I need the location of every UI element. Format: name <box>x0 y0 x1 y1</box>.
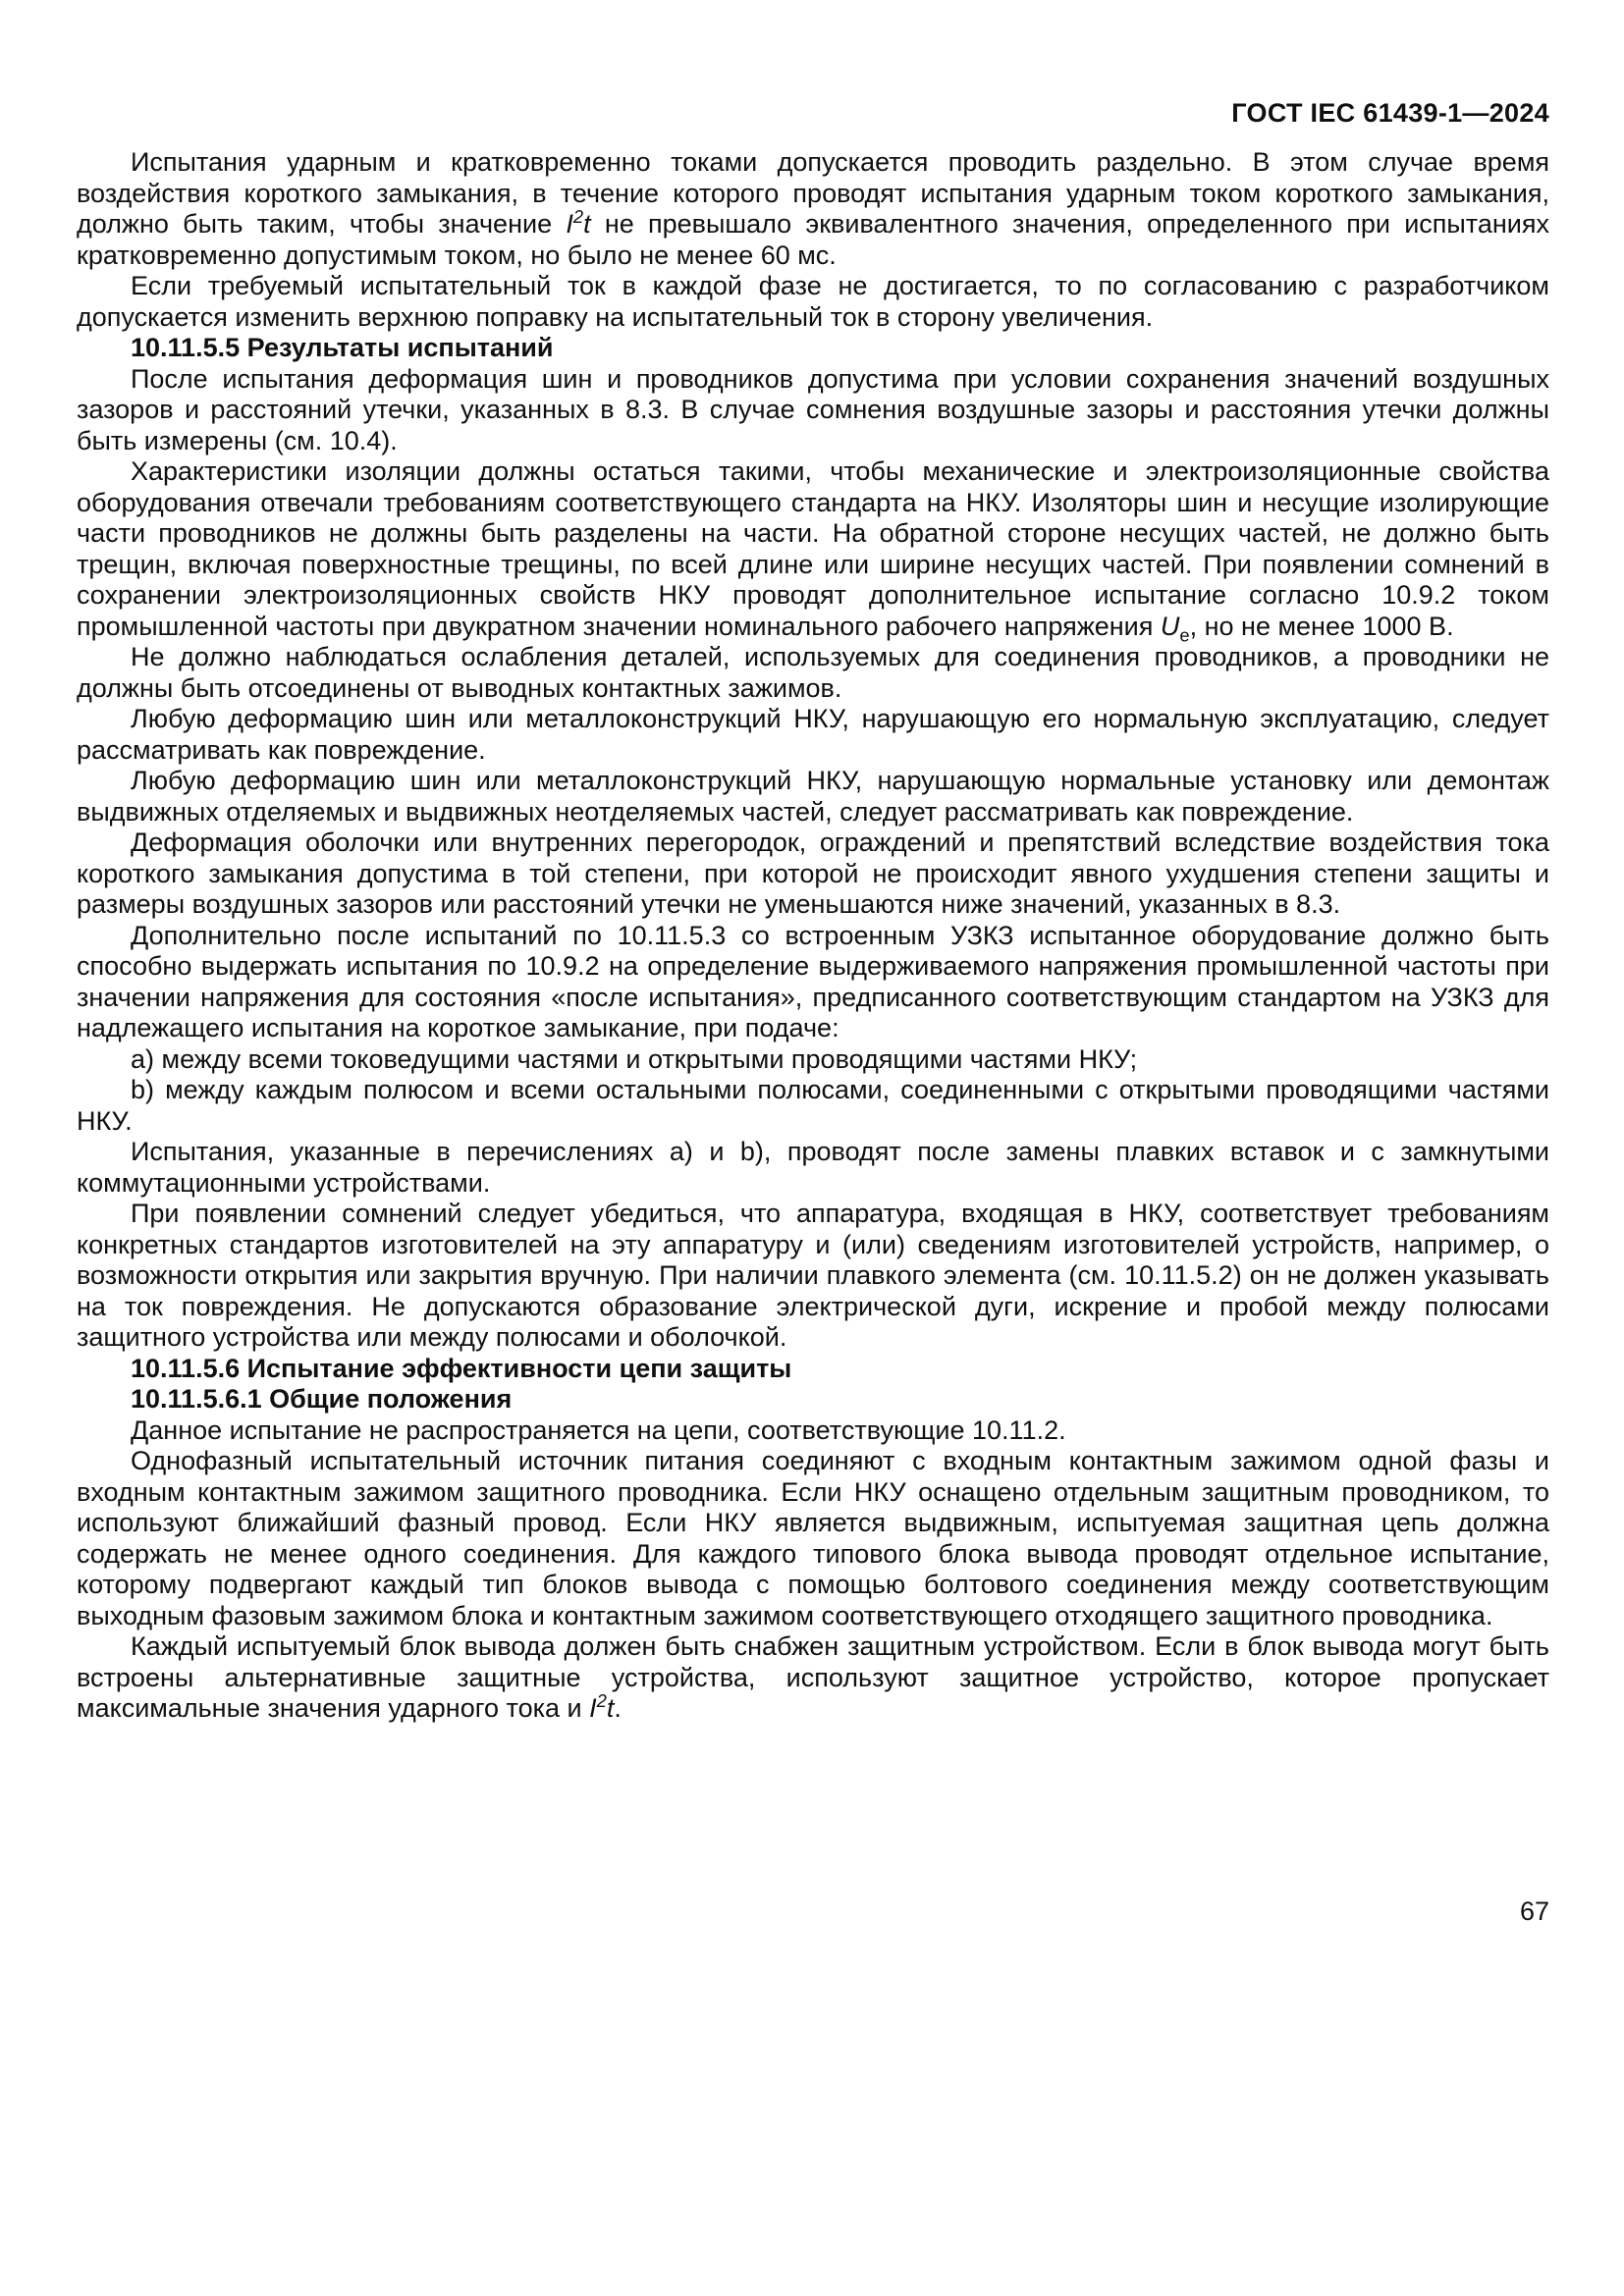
text-run: 2 <box>596 1690 607 1711</box>
running-header <box>77 98 1549 129</box>
text-run: Если требуемый испытательный ток в каждой фазе не достигается, то по согласованию с разработчиком допускается изменить верхнюю поправку на испытательный ток в сторону увеличения. <box>77 271 1549 332</box>
text-run: не превышало эквивалентного значения, определенного при испытаниях кратковременно допустимым током, но было не менее 60 мс. <box>77 209 1550 270</box>
text-run: Деформация оболочки или внутренних перегородок, ограждений и препятствий вследствие воздействия тока короткого замыкания допустима в той степени, при которой не происходит явного ухудшения степени защиты и размеры воздушных зазоров или расстояний утечки не уменьшаются ниже значений, указанных в 8.3. <box>77 828 1549 919</box>
text-run: t <box>583 209 591 239</box>
paragraph <box>77 1137 1549 1199</box>
text-run: 10.11.5.5 Результаты испытаний <box>131 333 554 362</box>
text-run: . <box>614 1693 622 1723</box>
paragraph <box>77 1075 1549 1137</box>
text-run: Данное испытание не распространяется на цепи, соответствующие 10.11.2. <box>131 1415 1066 1445</box>
text-run: I <box>589 1693 597 1723</box>
clause-heading <box>77 1354 1549 1385</box>
text-run: После испытания деформация шин и проводников допустима при условии сохранения значений воздушных зазоров и расстояний утечки, указанных в 8.3. В случае сомнения воздушные зазоры и расстояния утечки должны быть измерены (см. 10.4). <box>77 363 1549 455</box>
text-run: Любую деформацию шин или металлоконструкций НКУ, нарушающую его нормальную эксплуатацию, следует рассматривать как повреждение. <box>77 704 1549 765</box>
text-run: Дополнительно после испытаний по 10.11.5.3 со встроенным УЗКЗ испытанное оборудование должно быть способно выдержать испытания по 10.9.2 на определение выдерживаемого напряжения промышленной частоты при значении напряжения для состояния «после испытания», предписанного соответствующим стандартом на УЗКЗ для надлежащего испытания на короткое замыкание, при подаче: <box>77 920 1549 1042</box>
paragraph <box>77 1415 1549 1447</box>
text-run: Характеристики изоляции должны остаться такими, чтобы механические и электроизоляционные свойства оборудования отвечали требованиям соответствующего стандарта на НКУ. Изоляторы шин и несущие изолирующие части проводников не должны быть разделены на части. На обратной стороне несущих частей, не должно быть трещин, включая поверхностные трещины, по всей длине или ширине несущих частей. При появлении сомнений в сохранении электроизоляционных свойств НКУ проводят дополнительное испытание согласно 10.9.2 током промышленной частоты при двукратном значении номинального рабочего напряжения <box>77 456 1549 641</box>
text-run: I <box>566 209 573 239</box>
paragraph <box>77 766 1549 828</box>
page-number: 67 <box>1519 1896 1549 1926</box>
paragraph <box>77 456 1549 645</box>
text-run: 10.11.5.6 Испытание эффективности цепи защиты <box>131 1353 792 1383</box>
paragraph <box>77 704 1549 766</box>
text-run: t <box>606 1693 615 1723</box>
text-run: , но не менее 1000 В. <box>1189 611 1454 641</box>
clause-heading <box>77 333 1549 364</box>
text-run: Не должно наблюдаться ослабления деталей, используемых для соединения проводников, а проводники не должны быть отсоединены от выводных контактных зажимов. <box>77 642 1549 703</box>
document-body <box>77 147 1549 1725</box>
paragraph <box>77 1199 1549 1354</box>
text-run: e <box>1179 623 1190 645</box>
text-run: 10.11.5.6.1 Общие положения <box>131 1384 513 1414</box>
text-run: Любую деформацию шин или металлоконструкций НКУ, нарушающую нормальные установку или демонтаж выдвижных отделяемых и выдвижных неотделяемых частей, следует рассматривать как повреждение. <box>77 766 1549 827</box>
page-footer <box>77 1896 1549 1927</box>
text-run: При появлении сомнений следует убедиться, что аппаратура, входящая в НКУ, соответствует требованиям конкретных стандартов изготовителей на эту аппаратуру и (или) сведениям изготовителей устройств, например, о возможности открытия или закрытия вручную. При наличии плавкого элемента (см. 10.11.5.2) он не должен указывать на ток повреждения. Не допускаются образование электрической дуги, искрение и пробой между полюсами защитного устройства или между полюсами и оболочкой. <box>77 1199 1549 1352</box>
text-run: Испытания, указанные в перечислениях a) и b), проводят после замены плавких вставок и с замкнутыми коммутационными устройствами. <box>77 1137 1549 1198</box>
paragraph <box>77 364 1549 457</box>
paragraph <box>77 1631 1549 1725</box>
paragraph <box>77 271 1549 333</box>
paragraph <box>77 147 1549 271</box>
text-run: Испытания ударным и кратковременно токами допускается проводить раздельно. В этом случае время воздействия короткого замыкания, в течение которого проводят испытания ударным током короткого замыкания, должно быть таким, чтобы значение <box>77 147 1549 239</box>
clause-heading <box>77 1384 1549 1415</box>
text-run: a) между всеми токоведущими частями и открытыми проводящими частями НКУ; <box>131 1043 1138 1074</box>
text-run: Однофазный испытательный источник питания соединяют с входным контактным зажимом одной фазы и входным контактным зажимом защитного проводника. Если НКУ оснащено отдельным защитным проводником, то используют ближайший фазный провод. Если НКУ является выдвижным, испытуемая защитная цепь должна содержать не менее одного соединения. Для каждого типового блока вывода проводят отдельное испытание, которому подвергают каждый тип блоков вывода с помощью болтового соединения между соответствующим выходным фазовым зажимом блока и контактным зажимом соответствующего отходящего защитного проводника. <box>77 1446 1549 1630</box>
text-run: 2 <box>572 206 584 227</box>
standard-designation: ГОСТ IEC 61439-1—2024 <box>1231 98 1549 128</box>
paragraph <box>77 1044 1549 1076</box>
text-run: Каждый испытуемый блок вывода должен быть снабжен защитным устройством. Если в блок вывода могут быть встроены альтернативные защитные устройства, используют защитное устройство, которое пропускает максимальные значения ударного тока и <box>77 1631 1549 1723</box>
paragraph <box>77 1446 1549 1631</box>
paragraph <box>77 642 1549 704</box>
text-run: U <box>1160 611 1180 641</box>
paragraph <box>77 828 1549 921</box>
text-run: b) между каждым полюсом и всеми остальными полюсами, соединенными с открытыми проводящими частями НКУ. <box>77 1075 1549 1136</box>
paragraph <box>77 921 1549 1044</box>
